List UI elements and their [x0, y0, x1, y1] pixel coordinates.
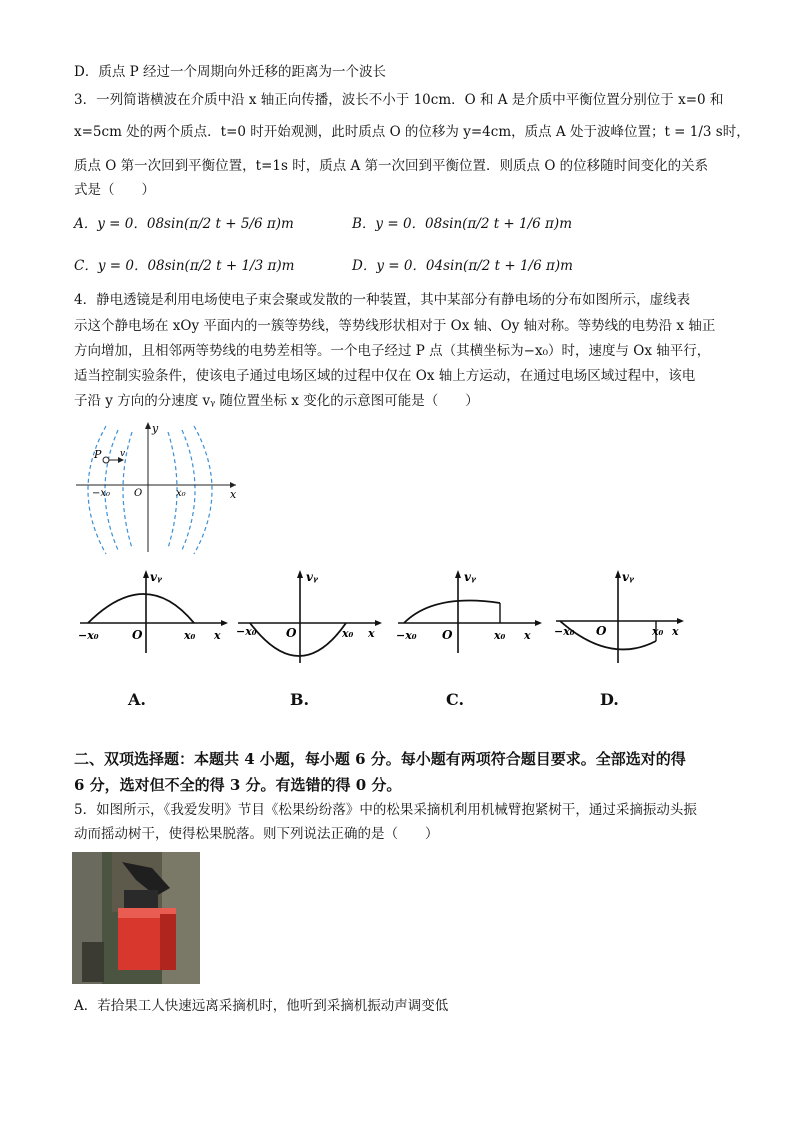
q4-stem-line2: 示这个静电场在 xOy 平面内的一簇等势线，等势线形状相对于 Ox 轴、Oy 轴对称。等势线的电势沿 x 轴正	[74, 318, 716, 334]
graph-d-origin: O	[596, 624, 607, 638]
q4-stem-line3: 方向增加，且相邻两等势线的电势差相等。一个电子经过 P 点（其横坐标为−x₀）时，速度与 Ox 轴平行，	[74, 343, 711, 359]
electron-point	[103, 457, 109, 463]
graph-a-x0: x₀	[184, 629, 196, 642]
graph-d-x: x	[672, 625, 679, 638]
graph-c-origin: O	[442, 628, 453, 642]
graph-a	[76, 565, 232, 655]
pinecone-harvester-photo	[72, 852, 200, 984]
graph-a-curve	[88, 594, 194, 623]
graph-b-vy: vᵧ	[306, 570, 318, 584]
q4-stem-line4: 适当控制实验条件，使该电子通过电场区域的过程中仅在 Ox 轴上方运动，在通过电场区域过程中，该电	[74, 368, 696, 384]
graph-b-x0: x₀	[342, 627, 354, 640]
q5-stem-line2: 动而摇动树干，使得松果脱落。则下列说法正确的是（ ）	[74, 826, 439, 842]
graph-b-curve	[250, 623, 346, 656]
graph-c-x: x	[524, 629, 531, 642]
q3-stem-line4: 式是（ ）	[74, 182, 155, 198]
graph-a-x: x	[214, 629, 221, 642]
graph-a-vy: vᵧ	[150, 570, 162, 584]
graph-d-neg-x0: −x₀	[554, 625, 575, 638]
q3-option-d: D．y = 0．04sin(π/2 t + 1/6 π)m	[352, 258, 573, 274]
q3-option-c: C．y = 0．08sin(π/2 t + 1/3 π)m	[74, 258, 295, 274]
graph-c-curve	[404, 601, 500, 624]
q3-option-b: B．y = 0．08sin(π/2 t + 1/6 π)m	[352, 216, 572, 232]
q5-stem-line1: 5．如图所示，《我爱发明》节目《松果纷纷落》中的松果采摘机利用机械臂抱紧树干，通过采摘振动头振	[74, 802, 697, 818]
fig-p-label: P	[94, 448, 102, 461]
fig-y-label: y	[152, 422, 159, 435]
q3-option-a: A．y = 0．08sin(π/2 t + 5/6 π)m	[74, 216, 294, 232]
graph-c-vy: vᵧ	[464, 570, 476, 584]
section2-heading-line2: 6 分，选对但不全的得 3 分。有选错的得 0 分。	[74, 776, 402, 794]
fig-v-label: v	[120, 449, 126, 459]
graph-b-x: x	[368, 627, 375, 640]
q2-option-d: D．质点 P 经过一个周期向外迁移的距离为一个波长	[74, 64, 386, 80]
graph-b-origin: O	[286, 626, 297, 640]
fig-x-label: x	[230, 488, 237, 501]
graph-b	[234, 565, 384, 665]
choice-b-label: B.	[290, 690, 310, 709]
q3-stem-line3: 质点 O 第一次回到平衡位置，t=1s 时，质点 A 第一次回到平衡位置．则质点 O 的位移随时间变化的关系	[74, 158, 709, 174]
equipotential-figure	[70, 418, 250, 558]
q4-stem-line5: 子沿 y 方向的分速度 vᵧ 随位置坐标 x 变化的示意图可能是（ ）	[74, 393, 479, 409]
q4-stem-line1: 4．静电透镜是利用电场使电子束会聚或发散的一种装置，其中某部分有静电场的分布如图所示，虚线表	[74, 292, 691, 308]
fig-neg-x0: −x₀	[92, 488, 111, 499]
q3-stem-line2: x=5cm 处的两个质点．t=0 时开始观测，此时质点 O 的位移为 y=4cm，质点 A 处于波峰位置；t = 1/3 s时，	[74, 124, 750, 140]
choice-c-label: C.	[446, 690, 465, 709]
q3-stem-line1: 3．一列简谐横波在介质中沿 x 轴正向传播，波长不小于 10cm．O 和 A 是介质中平衡位置分别位于 x=0 和	[74, 92, 724, 108]
choice-a-label: A.	[128, 690, 146, 709]
graph-c-neg-x0: −x₀	[396, 629, 417, 642]
q5-option-a: A．若拾果工人快速远离采摘机时，他听到采摘机振动声调变低	[74, 998, 449, 1014]
graph-c	[394, 565, 544, 655]
graph-d-x0: x₀	[652, 625, 664, 638]
graph-d-vy: vᵧ	[622, 570, 634, 584]
graph-c-x0: x₀	[494, 629, 506, 642]
graph-d	[552, 565, 702, 665]
fig-origin: O	[134, 488, 143, 499]
choice-d-label: D.	[600, 690, 619, 709]
graph-a-origin: O	[132, 628, 143, 642]
graph-b-neg-x0: −x₀	[236, 625, 257, 638]
fig-x0: x₀	[176, 488, 186, 499]
graph-a-neg-x0: −x₀	[78, 629, 99, 642]
section2-heading-line1: 二、双项选择题：本题共 4 小题，每小题 6 分。每小题有两项符合题目要求。全部选对的得	[74, 750, 686, 768]
